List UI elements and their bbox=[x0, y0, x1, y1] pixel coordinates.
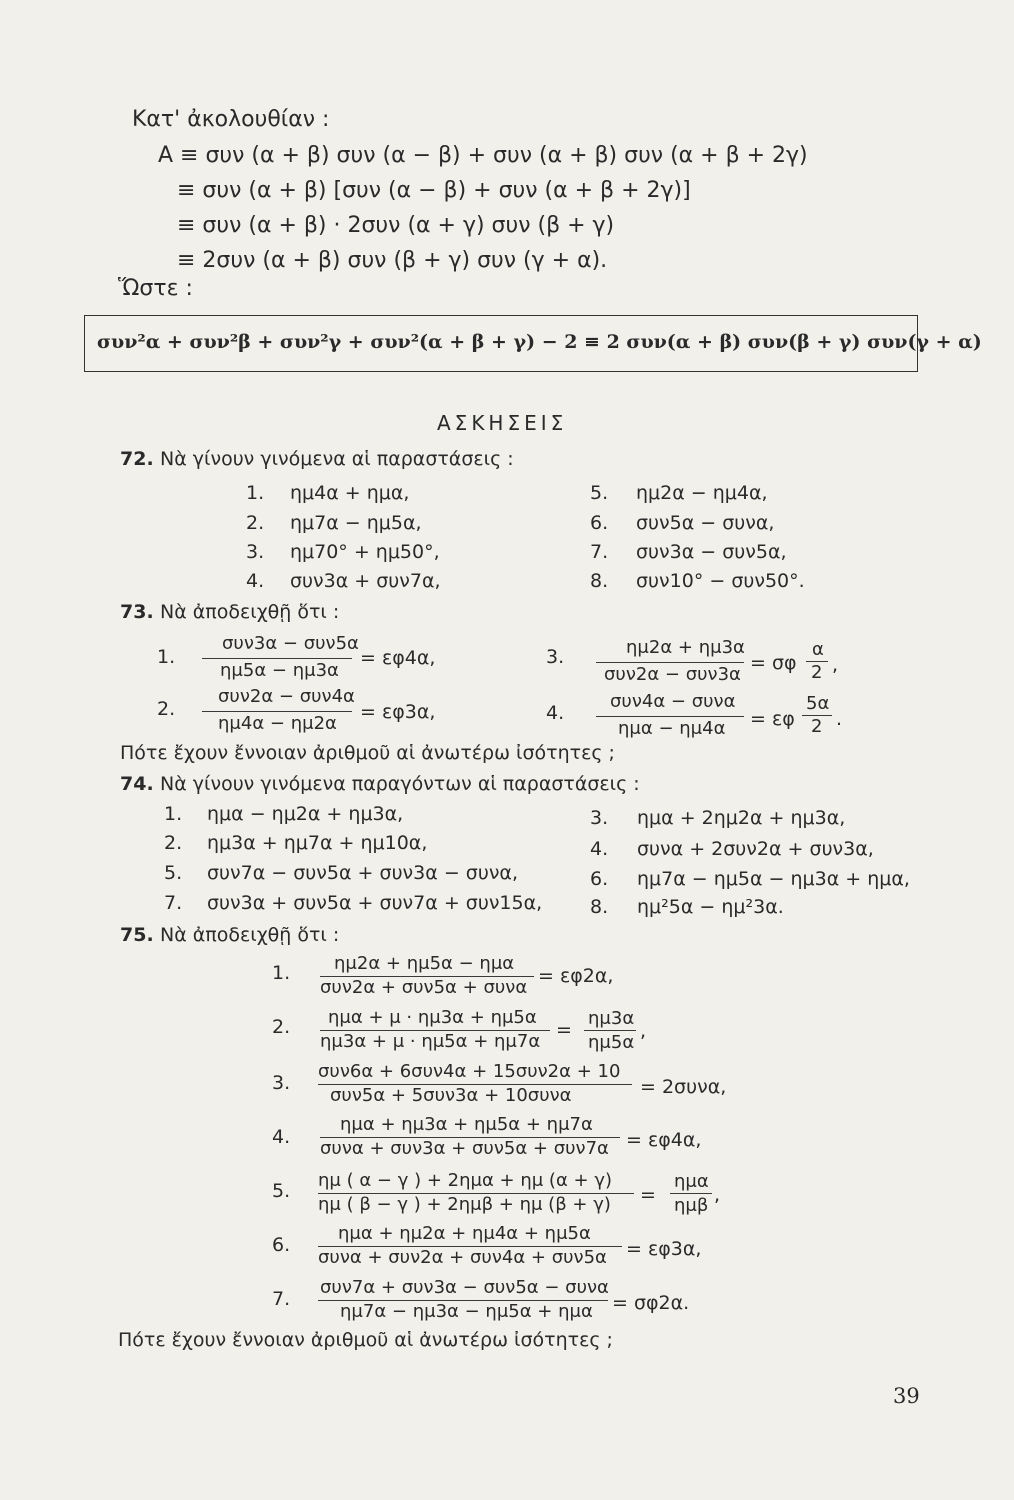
ex72-item-expr: συν3α − συν5α, bbox=[636, 541, 787, 563]
ex75-numerator: ημα + ημ3α + ημ5α + ημ7α bbox=[340, 1114, 593, 1135]
ex74-item-expr: ημ²5α − ημ²3α. bbox=[637, 896, 784, 918]
ex72-item-expr: συν5α − συνα, bbox=[636, 512, 775, 534]
ex73-denominator: ημ4α − ημ2α bbox=[218, 713, 337, 734]
ex75-denominator: συνα + συν2α + συν4α + συν5α bbox=[318, 1247, 607, 1268]
ex75-denominator: συνα + συν3α + συν5α + συν7α bbox=[320, 1138, 609, 1159]
ex75-denominator: ημ ( β − γ ) + 2ημβ + ημ (β + γ) bbox=[318, 1194, 611, 1215]
ex72-item-expr: συν10° − συν50°. bbox=[636, 570, 805, 592]
ex73-rhs: = εφ bbox=[750, 708, 795, 730]
ex74-item-number: 8. bbox=[590, 896, 609, 918]
ex73-question: Πότε ἔχουν ἔννοιαν ἀριθμοῦ αἱ ἀνωτέρω ἰσότητες ; bbox=[120, 742, 615, 764]
ex72-item-number: 3. bbox=[246, 541, 265, 563]
ex75-rhs-tail: , bbox=[640, 1020, 647, 1042]
hoste-label: Ὥστε : bbox=[118, 276, 193, 301]
ex75-item-number: 2. bbox=[272, 1016, 291, 1038]
fraction-bar bbox=[670, 1193, 712, 1194]
ex72-item-number: 5. bbox=[590, 482, 609, 504]
fraction-bar bbox=[202, 658, 352, 659]
fraction-bar bbox=[596, 662, 744, 663]
boxed-identity bbox=[84, 315, 982, 372]
ex72-item-number: 7. bbox=[590, 541, 609, 563]
exercise-73-number: 73. bbox=[120, 601, 154, 623]
ex74-item-expr: ημα + 2ημ2α + ημ3α, bbox=[637, 807, 846, 829]
ex73-rhs-numerator: α bbox=[812, 639, 824, 660]
ex75-question: Πότε ἔχουν ἔννοιαν ἀριθμοῦ αἱ ἀνωτέρω ἰσότητες ; bbox=[118, 1329, 613, 1351]
ex75-rhs: = bbox=[556, 1019, 572, 1041]
exercise-75-number: 75. bbox=[120, 924, 154, 946]
page-number: 39 bbox=[893, 1384, 920, 1408]
ex75-numerator: συν7α + συν3α − συν5α − συνα bbox=[320, 1277, 609, 1298]
ex73-item-number: 4. bbox=[546, 702, 565, 724]
exercise-72-text: Νὰ γίνουν γινόμενα αἱ παραστάσεις : bbox=[160, 448, 514, 470]
ex73-rhs: = εφ4α, bbox=[360, 647, 436, 669]
ex74-item-number: 4. bbox=[590, 838, 609, 860]
ex75-rhs: = εφ4α, bbox=[626, 1129, 702, 1151]
ex72-item-expr: ημ2α − ημ4α, bbox=[636, 482, 768, 504]
ex75-item-number: 1. bbox=[272, 962, 291, 984]
ex75-rhs-numerator: ημ3α bbox=[588, 1008, 635, 1029]
boxed-identity-text: συν²α + συν²β + συν²γ + συν²(α + β + γ) − 2 ≡ 2 συν(α + β) συν(β + γ) συν(γ + α) bbox=[97, 331, 982, 353]
ex73-rhs-numerator: 5α bbox=[806, 693, 830, 714]
ex75-item-number: 7. bbox=[272, 1288, 291, 1310]
section-title: ΑΣΚΗΣΕΙΣ bbox=[437, 411, 568, 435]
ex73-item-number: 1. bbox=[157, 646, 176, 668]
ex75-denominator: συν5α + 5συν3α + 10συνα bbox=[330, 1085, 572, 1106]
exercise-73-text: Νὰ ἀποδειχθῇ ὅτι : bbox=[160, 601, 340, 623]
exercise-74-text: Νὰ γίνουν γινόμενα παραγόντων αἱ παραστάσεις : bbox=[160, 773, 640, 795]
intro-heading: Κατ' ἀκολουθίαν : bbox=[132, 107, 330, 132]
derivation-line-2: ≡ συν (α + β) [συν (α − β) + συν (α + β + 2γ)] bbox=[177, 178, 691, 203]
derivation-line-4: ≡ 2συν (α + β) συν (β + γ) συν (γ + α). bbox=[177, 248, 608, 273]
ex75-rhs: = εφ2α, bbox=[538, 965, 614, 987]
ex74-item-expr: ημ7α − ημ5α − ημ3α + ημα, bbox=[637, 868, 910, 890]
derivation-line-1: A ≡ συν (α + β) συν (α − β) + συν (α + β) συν (α + β + 2γ) bbox=[158, 143, 808, 168]
ex75-rhs: = 2συνα, bbox=[640, 1076, 727, 1098]
ex72-item-expr: ημ70° + ημ50°, bbox=[290, 541, 440, 563]
ex74-item-expr: ημ3α + ημ7α + ημ10α, bbox=[207, 832, 428, 854]
ex72-item-expr: ημ7α − ημ5α, bbox=[290, 512, 422, 534]
fraction-bar bbox=[584, 1030, 636, 1031]
ex73-rhs-tail: , bbox=[832, 654, 839, 676]
ex75-item-number: 4. bbox=[272, 1126, 291, 1148]
ex73-rhs-denominator: 2 bbox=[811, 716, 823, 737]
ex75-numerator: ημα + ημ2α + ημ4α + ημ5α bbox=[338, 1223, 591, 1244]
ex75-rhs: = εφ3α, bbox=[626, 1238, 702, 1260]
ex74-item-number: 3. bbox=[590, 807, 609, 829]
ex74-item-expr: συνα + 2συν2α + συν3α, bbox=[637, 838, 874, 860]
ex74-item-number: 7. bbox=[164, 892, 183, 914]
ex75-item-number: 3. bbox=[272, 1072, 291, 1094]
ex75-rhs-numerator: ημα bbox=[674, 1171, 709, 1192]
ex75-numerator: ημ ( α − γ ) + 2ημα + ημ (α + γ) bbox=[318, 1170, 613, 1191]
exercise-72-number: 72. bbox=[120, 448, 154, 470]
ex73-denominator: συν2α − συν3α bbox=[604, 664, 741, 685]
ex72-item-expr: συν3α + συν7α, bbox=[290, 570, 441, 592]
ex75-denominator: ημ3α + μ · ημ5α + ημ7α bbox=[320, 1031, 541, 1052]
exercise-75-text: Νὰ ἀποδειχθῇ ὅτι : bbox=[160, 924, 340, 946]
ex73-numerator: συν3α − συν5α bbox=[222, 633, 359, 654]
ex75-denominator: ημ7α − ημ3α − ημ5α + ημα bbox=[340, 1301, 593, 1322]
ex73-rhs: = σφ bbox=[750, 652, 797, 674]
ex75-rhs: = bbox=[640, 1184, 656, 1206]
ex73-rhs-denominator: 2 bbox=[811, 662, 823, 683]
ex75-rhs: = σφ2α. bbox=[612, 1292, 690, 1314]
ex73-numerator: ημ2α + ημ3α bbox=[626, 637, 745, 658]
fraction-bar bbox=[202, 711, 352, 712]
ex74-item-number: 6. bbox=[590, 868, 609, 890]
ex72-item-number: 2. bbox=[246, 512, 265, 534]
ex72-item-number: 6. bbox=[590, 512, 609, 534]
ex75-item-number: 6. bbox=[272, 1234, 291, 1256]
ex74-item-number: 5. bbox=[164, 862, 183, 884]
ex73-item-number: 2. bbox=[157, 698, 176, 720]
ex75-rhs-tail: , bbox=[714, 1184, 721, 1206]
ex74-item-expr: συν3α + συν5α + συν7α + συν15α, bbox=[207, 892, 543, 914]
ex73-denominator: ημα − ημ4α bbox=[618, 718, 726, 739]
ex72-item-number: 8. bbox=[590, 570, 609, 592]
ex75-denominator: συν2α + συν5α + συνα bbox=[320, 977, 528, 998]
ex75-numerator: ημα + μ · ημ3α + ημ5α bbox=[328, 1007, 537, 1028]
ex75-rhs-denominator: ημβ bbox=[674, 1195, 709, 1216]
ex75-numerator: ημ2α + ημ5α − ημα bbox=[334, 953, 515, 974]
ex73-numerator: συν4α − συνα bbox=[610, 691, 736, 712]
ex74-item-number: 2. bbox=[164, 832, 183, 854]
ex75-rhs-denominator: ημ5α bbox=[588, 1032, 635, 1053]
ex74-item-number: 1. bbox=[164, 803, 183, 825]
ex74-item-expr: συν7α − συν5α + συν3α − συνα, bbox=[207, 862, 518, 884]
ex73-rhs: = εφ3α, bbox=[360, 701, 436, 723]
ex73-denominator: ημ5α − ημ3α bbox=[220, 660, 339, 681]
ex75-numerator: συν6α + 6συν4α + 15συν2α + 10 bbox=[318, 1061, 621, 1082]
derivation-line-3: ≡ συν (α + β) · 2συν (α + γ) συν (β + γ) bbox=[177, 213, 615, 238]
ex72-item-number: 4. bbox=[246, 570, 265, 592]
fraction-bar bbox=[596, 716, 744, 717]
ex73-item-number: 3. bbox=[546, 646, 565, 668]
ex72-item-expr: ημ4α + ημα, bbox=[290, 482, 410, 504]
ex75-item-number: 5. bbox=[272, 1180, 291, 1202]
ex73-numerator: συν2α − συν4α bbox=[218, 686, 355, 707]
ex72-item-number: 1. bbox=[246, 482, 265, 504]
exercise-74-number: 74. bbox=[120, 773, 154, 795]
ex73-rhs-tail: . bbox=[836, 708, 843, 730]
ex74-item-expr: ημα − ημ2α + ημ3α, bbox=[207, 803, 404, 825]
